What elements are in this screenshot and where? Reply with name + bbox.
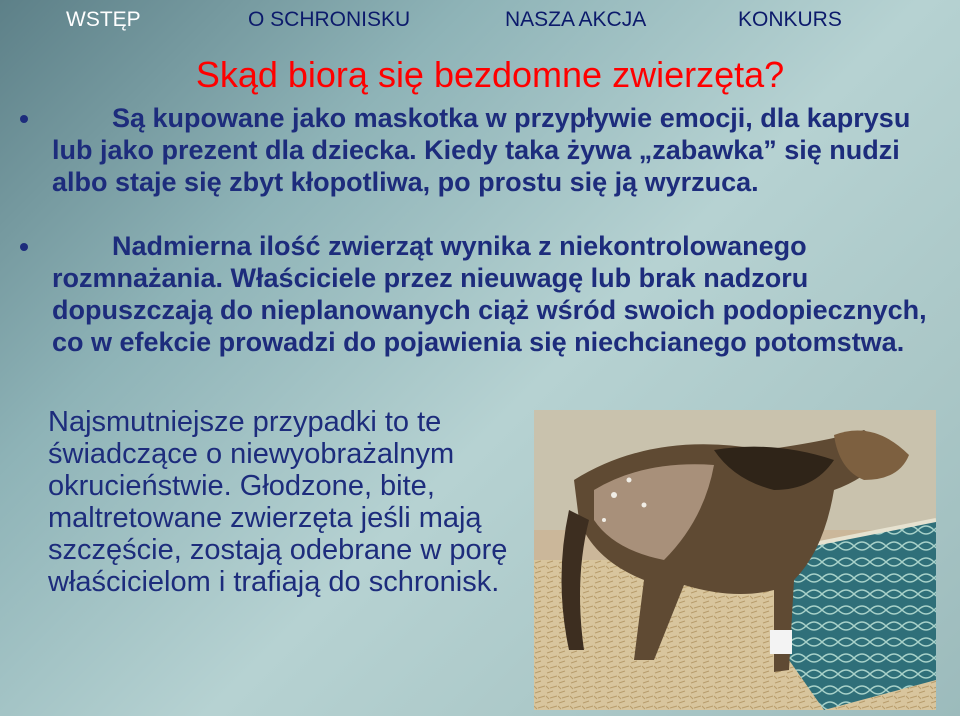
body-paragraph: Najsmutniejsze przypadki to te świadczące o niewyobrażalnym okrucieństwie. Głodzone, bite, maltretowane zwierzęta jeśli mają szczęście, zostają odebrane w porę właścicielom i trafiają do schronisk. [48, 406, 508, 598]
top-navigation [0, 0, 960, 40]
bullet-text: Nadmierna ilość zwierząt wynika z niekontrolowanego rozmnażania. Właściciele przez nieuwagę lub brak nadzoru dopuszczają do nieplanowanych ciąż wśród swoich podopiecznych, co w efekcie prowadzi do pojawienia się niechcianego potomstwa. [52, 231, 927, 357]
bullet-text: Są kupowane jako maskotka w przypływie emocji, dla kaprysu lub jako prezent dla dziecka. Kiedy taka żywa „zabawka” się nudzi albo staje się zbyt kłopotliwa, po prostu się ją wyrzuca. [52, 103, 911, 197]
bullet-item [52, 230, 932, 358]
bullet-dot-icon [20, 115, 28, 123]
dog-photo [534, 410, 936, 710]
nav-item-o-schronisku[interactable]: O SCHRONISKU [248, 8, 411, 31]
nav-item-wstep[interactable]: WSTĘP [66, 8, 141, 31]
nav-item-nasza-akcja[interactable]: NASZA AKCJA [505, 8, 647, 31]
nav-item-konkurs[interactable]: KONKURS [738, 8, 842, 31]
bullet-dot-icon [20, 243, 28, 251]
bullet-item [52, 102, 932, 198]
dog-photo-illustration [534, 410, 936, 710]
slide-title: Skąd biorą się bezdomne zwierzęta? [195, 54, 785, 95]
